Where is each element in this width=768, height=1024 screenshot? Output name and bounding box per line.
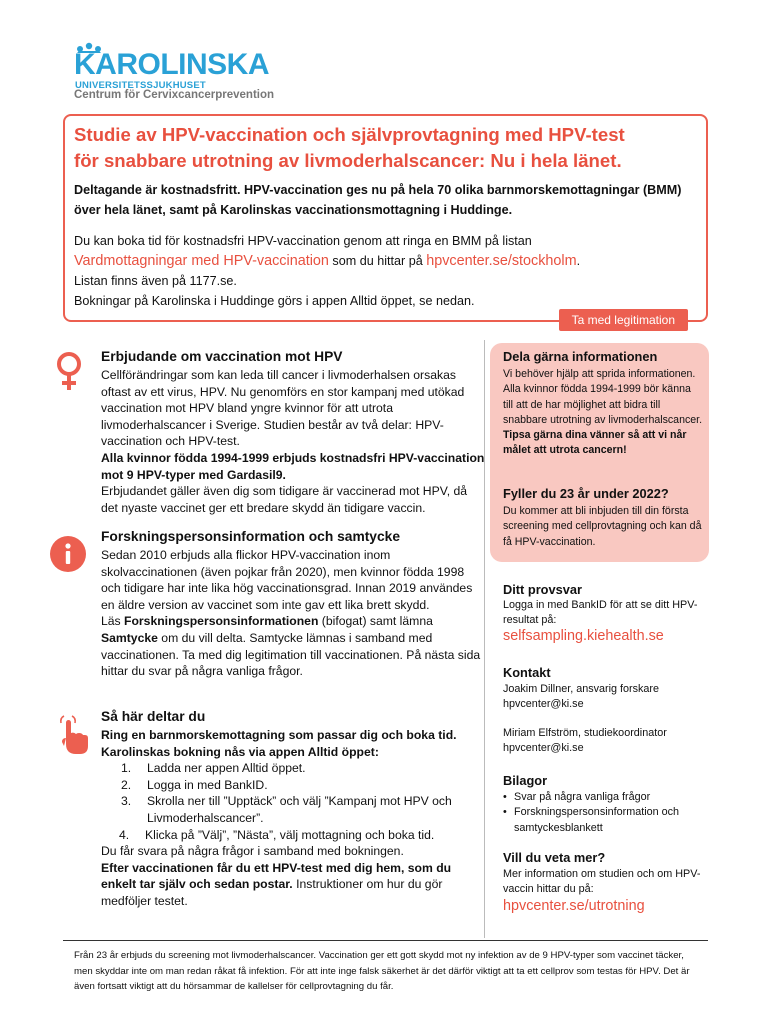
- logo-subtitle: UNIVERSITETSSJUKHUSET: [75, 80, 206, 91]
- list-item: 1. Ladda ner appen Alltid öppet.: [121, 761, 306, 776]
- list-item: • Forskningspersonsinformation och samtyckesblankett: [503, 805, 708, 836]
- utrotning-link[interactable]: hpvcenter.se/utrotning: [503, 898, 645, 914]
- more-info-text: Mer information om studien och om HPV-vaccin hittar du på:: [503, 868, 701, 896]
- result-title: Ditt provsvar: [503, 582, 582, 597]
- age-23-text: Du kommer att bli inbjuden till din första screening med cellprovtagning och kan då få HPV-vaccination.: [503, 505, 702, 548]
- list-item: 2. Logga in med BankID.: [121, 777, 268, 792]
- selfsampling-link[interactable]: selfsampling.kiehealth.se: [503, 628, 664, 644]
- footer-note: Från 23 år erbjuds du screening mot livmoderhalscancer. Vaccination ger ett gott skydd mot ny infektion av de 9 HPV-typer som vaccinet täcker, men skyddar inte om man redan råkat få infektion. För att inte inge falsk säkerhet är det därför viktigt att ta ett cellprov som testas för HPV. Det är även fortsatt viktigt att du hörsammar de kallelser för cellprovtagning du får.: [74, 950, 690, 993]
- contact-email-2[interactable]: hpvcenter@ki.se: [503, 742, 584, 755]
- contact-person-2: Miriam Elfström, studiekoordinator hpvcenter@ki.se: [503, 727, 667, 755]
- contact-person-1: Joakim Dillner, ansvarig forskare hpvcenter@ki.se: [503, 683, 660, 711]
- also-1177-text: Listan finns även på 1177.se.: [74, 274, 237, 288]
- info-icon: [50, 536, 86, 572]
- hand-pointer-icon: [58, 714, 92, 758]
- found-at-text: som du hittar på: [328, 254, 427, 268]
- list-item: 4. Klicka på ”Välj”, ”Nästa”, välj mottagning och boka tid.: [119, 827, 435, 842]
- result-text: Logga in med BankID för att se ditt HPV-resultat på:: [503, 599, 698, 627]
- attachments-title: Bilagor: [503, 773, 548, 788]
- offer-bold: Alla kvinnor födda 1994-1999 erbjuds kostnadsfri HPV-vaccination mot 9 HPV-typer med Gardasil9.: [101, 450, 485, 482]
- intro-box: [63, 114, 708, 327]
- female-symbol-icon: [51, 350, 87, 386]
- page-title: [74, 122, 704, 174]
- list-item: • Svar på några vanliga frågor: [503, 790, 708, 805]
- stockholm-site-link[interactable]: hpvcenter.se/stockholm: [426, 253, 577, 269]
- booking-steps: [121, 760, 486, 843]
- clinic-list-link[interactable]: Vardmottagningar med HPV-vaccination: [74, 253, 329, 269]
- bring-id-badge: Ta med legitimation: [559, 309, 688, 331]
- attachments-list: [503, 790, 708, 836]
- column-divider: [484, 340, 485, 938]
- share-title: Dela gärna informationen: [503, 349, 658, 364]
- booking-line: Du kan boka tid för kostnadsfri HPV-vaccination genom att ringa en BMM på listan: [74, 234, 532, 248]
- research-text: Sedan 2010 erbjuds alla flickor HPV-vaccination inom skolvaccinationen (även pojkar från 2020), men kvinnor födda 1998 och tidigare har inte lika hög vaccinationsgrad. Innan 2019 användes en äldre version av vaccinet som inte gav ett lika brett skydd. Läs Forskningspersonsinformationen (bifogat) samt lämna Samtycke om du vill delta. Samtycke lämnas i samband med vaccinationen. Ta med dig legitimation till vaccinationen. På nästa sida hittar du svar på några vanliga frågor.: [101, 548, 481, 679]
- offer-title: Erbjudande om vaccination mot HPV: [101, 349, 343, 364]
- intro-body: Du kan boka tid för kostnadsfri HPV-vaccination genom att ringa en BMM på listan Vardmottagningar med HPV-vaccination som du hittar på hpvcenter.se/stockholm. Listan finns även på 1177.se. Bokningar på Karolinska i Huddinge görs i appen Alltid öppet, se nedan.: [74, 234, 581, 308]
- participate-text: Ring en barnmorskemottagning som passar dig och boka tid. Karolinskas bokning nås via appen Alltid öppet: 1. Ladda ner appen Alltid öppet. 2. Logga in med BankID. 3. Skrolla ner till ”Upptäck” och välj ”Kampanj mot HPV och Livmoderhalscancer”. 4. Klicka på ”Välj”, ”Nästa”, välj mottagning och boka tid. Du får svara på några frågor i samband med bokningen. Efter vaccinationen får du ett HPV-test med dig hem, som du enkelt tar själv och sedan postar. Instruktioner om hur du gör medföljer testet.: [101, 727, 486, 910]
- title-line-1: Studie av HPV-vaccination och självprovtagning med HPV-test: [74, 124, 625, 145]
- offer-text: Cellförändringar som kan leda till cancer i livmoderhalsen orsakas oftast av ett virus, HPV. Nu genomförs en stor kampanj med utökad vaccination mot HPV bland yngre kvinnor för att utrota livmoderhalscancer i Sverige. Studien består av två delar: HPV-vaccination och HPV-test. Alla kvinnor födda 1994-1999 erbjuds kostnadsfri HPV-vaccination mot 9 HPV-typer med Gardasil9. Erbjudandet gäller även dig som tidigare är vaccinerad mot HPV, då det nyaste vaccinet ger ett bredare skydd än tidigare vaccin.: [101, 368, 485, 515]
- contact-title: Kontakt: [503, 665, 551, 680]
- share-box: [490, 343, 709, 562]
- more-info-title: Vill du veta mer?: [503, 850, 606, 865]
- age-23-title: Fyller du 23 år under 2022?: [503, 486, 669, 501]
- participate-title: Så här deltar du: [101, 709, 206, 724]
- list-item: 3. Skrolla ner till ”Upptäck” och välj ”Kampanj mot HPV och Livmoderhalscancer”.: [121, 794, 452, 825]
- logo-wordmark: KAROLINSKA: [74, 48, 269, 81]
- research-title: Forskningspersonsinformation och samtycke: [101, 529, 401, 544]
- footer-divider: [63, 940, 708, 941]
- contact-email-1[interactable]: hpvcenter@ki.se: [503, 698, 584, 711]
- huddinge-text: Bokningar på Karolinska i Huddinge görs i appen Alltid öppet, se nedan.: [74, 294, 475, 308]
- share-text: Vi behöver hjälp att sprida informationen. Alla kvinnor födda 1994-1999 bör känna till att de har möjlighet att bidra till snabbare utrotning av livmoderhalscancer. Tipsa gärna dina vänner så att vi når målet att utrota cancern!: [503, 368, 703, 457]
- title-line-2: för snabbare utrotning av livmoderhalscancer: Nu i hela länet.: [74, 150, 622, 171]
- centre-name: Centrum för Cervixcancerprevention: [74, 89, 275, 101]
- intro-lead: Deltagande är kostnadsfritt. HPV-vaccination ges nu på hela 70 olika barnmorskemottagningar (BMM) över hela länet, samt på Karolinskas vaccinationsmottagning i Huddinge.: [74, 183, 682, 217]
